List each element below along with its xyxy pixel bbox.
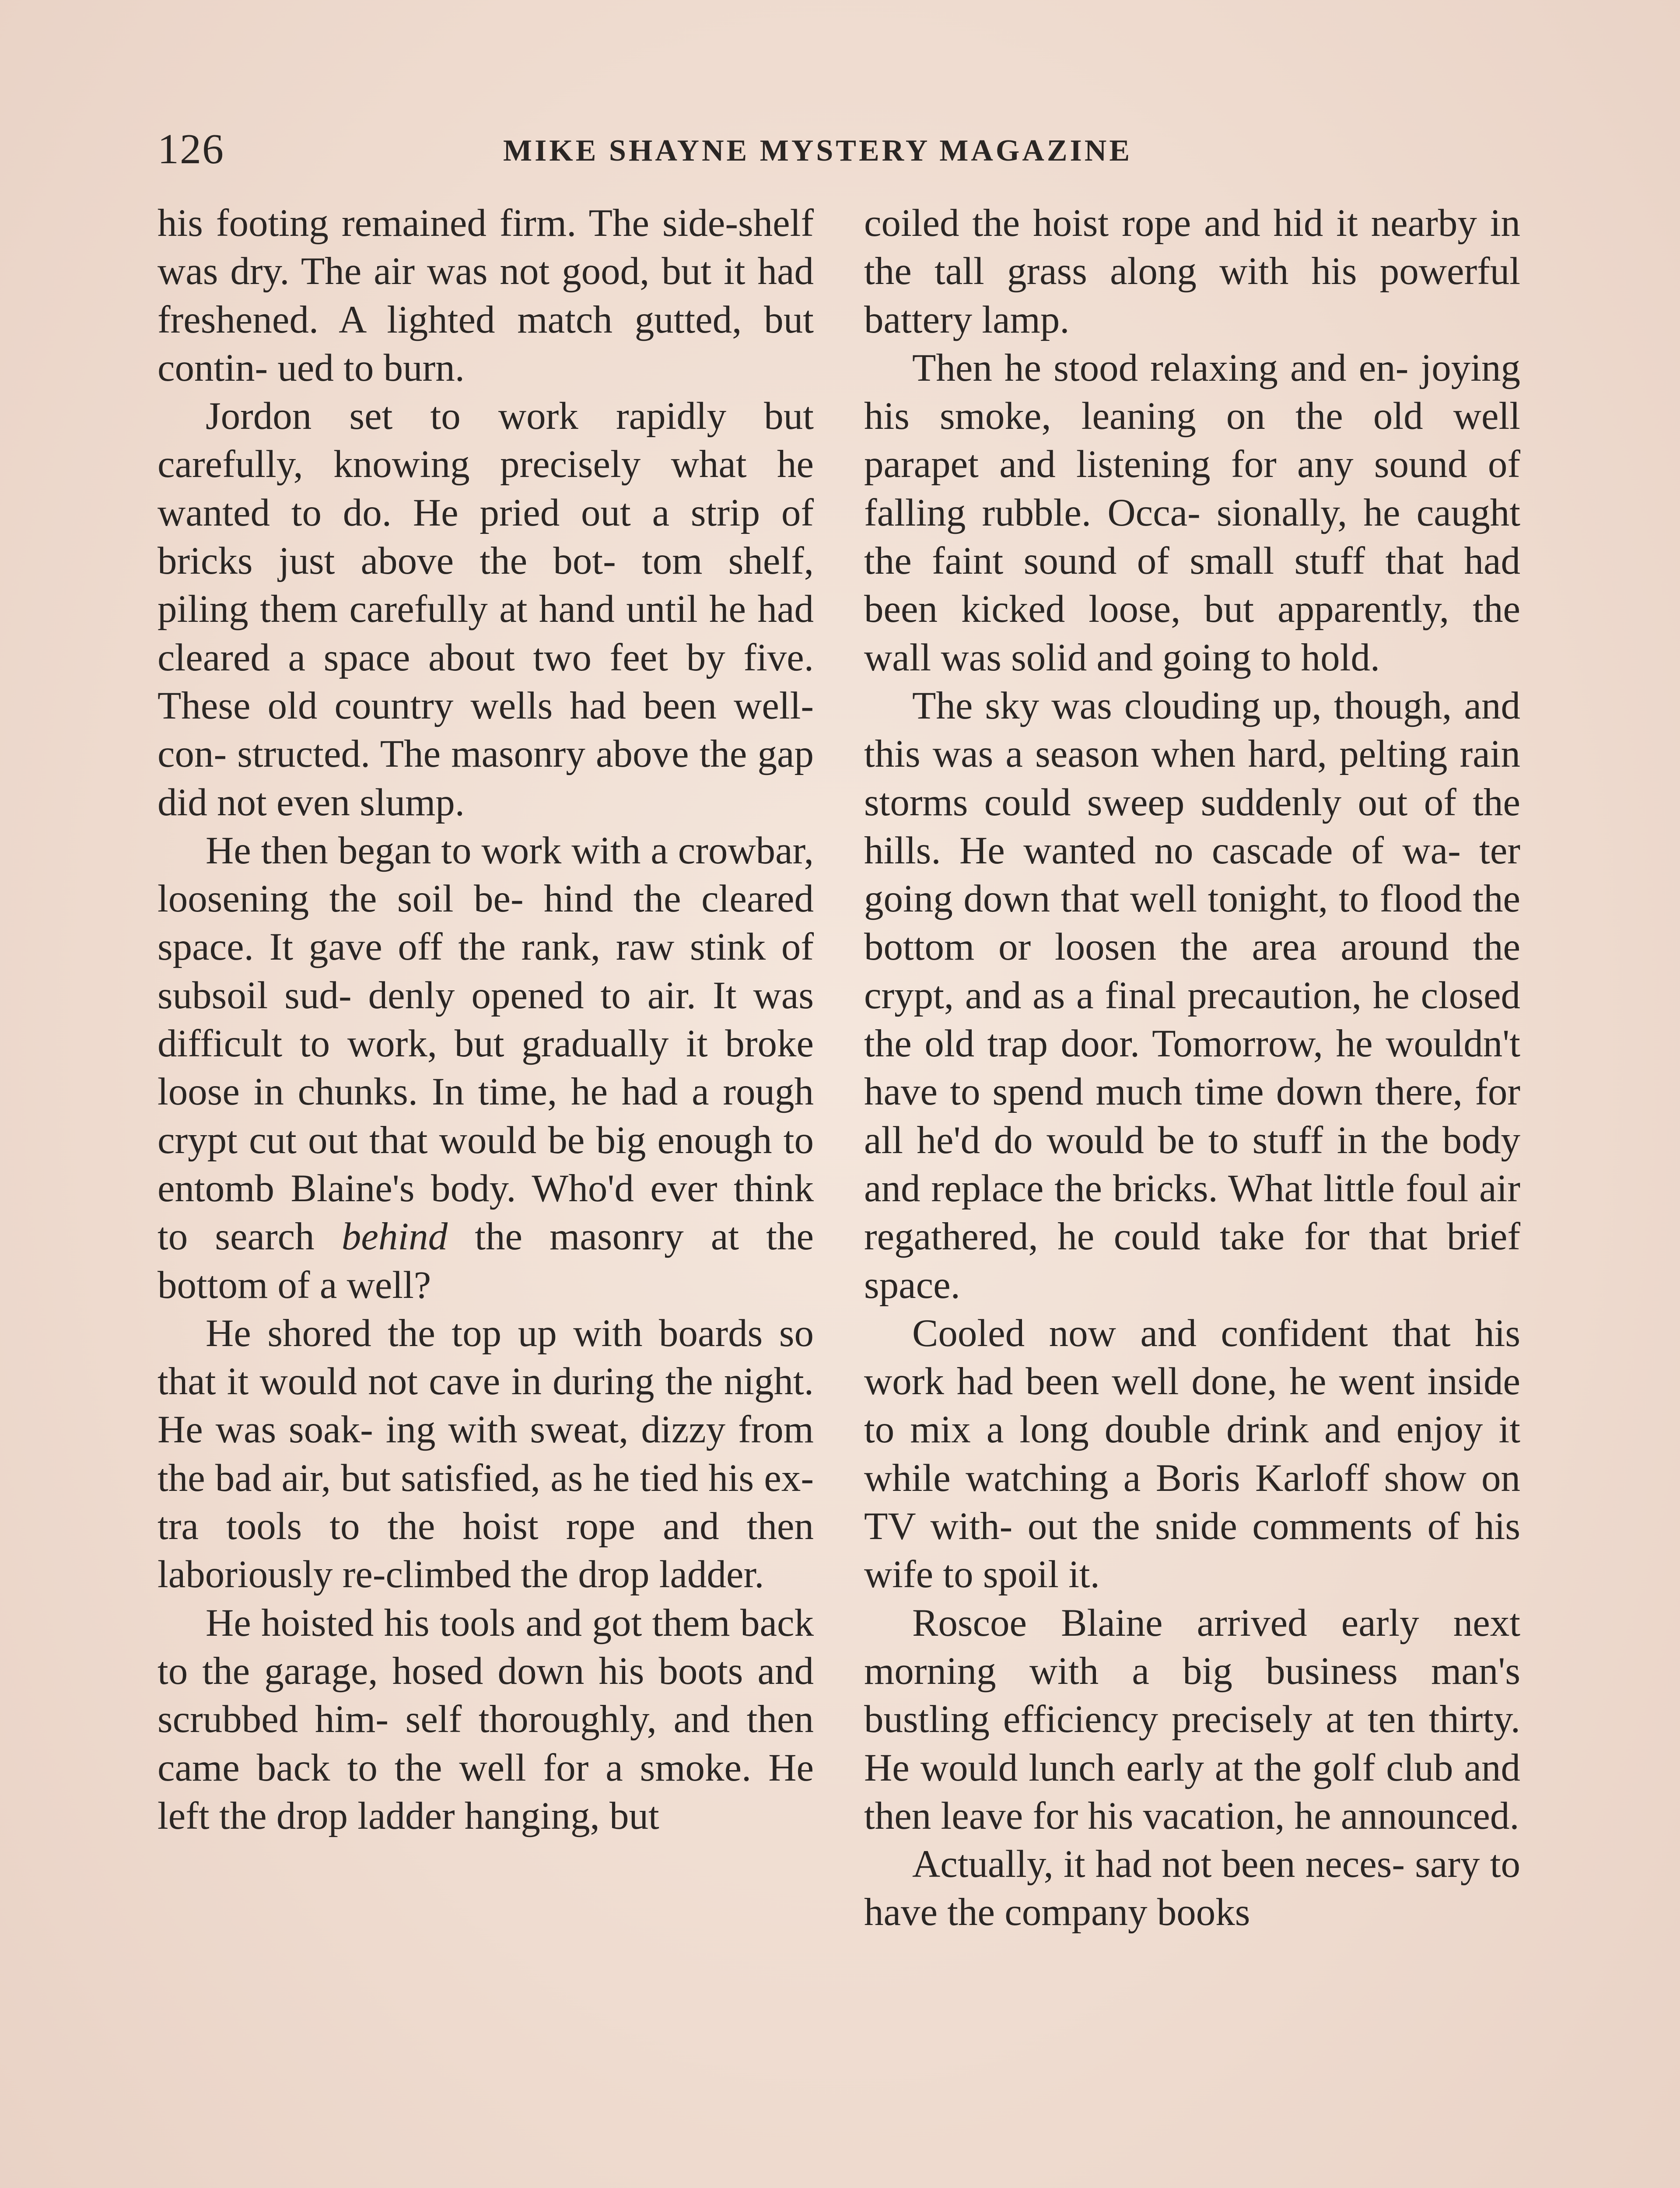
left-paragraph-1: his footing remained firm. The side-shelf was dry. The air was not good, but it had freshened. A lighted match gutted, but contin- ued to burn. <box>158 202 814 389</box>
right-paragraph-1: coiled the hoist rope and hid it nearby in the tall grass along with his powerful battery lamp. <box>864 202 1520 341</box>
italic-word: behind <box>341 1215 448 1259</box>
right-paragraph-2: Then he stood relaxing and en- joying his smoke, leaning on the old well parapet and listening for any sound of falling rubble. Occa- sionally, he caught the faint sound of small stuff that had been kicked loose, but apparently, the wall was solid and going to hold. <box>864 346 1520 679</box>
left-paragraph-2: Jordon set to work rapidly but carefully, knowing precisely what he wanted to do. He pried out a strip of bricks just above the bot- tom shelf, piling them carefully at hand until he had cleared a space about two feet by five. These old country wells had been well-con- structed. The masonry above the gap did not even slump. <box>158 395 814 824</box>
left-paragraph-3-text-a: He then began to work with a crowbar, loosening the soil be- hind the cleared space. It gave off the rank, raw stink of subsoil sud- denly opened to air. It was difficult to work, but gradually it broke loose in chunks. In time, he had a rough crypt cut out that would be big enough to entomb Blaine's body. Who'd ever think to search <box>158 829 814 1259</box>
left-paragraph-4: He shored the top up with boards so that it would not cave in during the night. He was soak- ing with sweat, dizzy from the bad air, but satisfied, as he tied his ex- tra tools to the hoist rope and then laboriously re-climbed the drop ladder. <box>158 1311 814 1596</box>
page-header <box>158 125 1522 186</box>
right-column <box>864 199 1520 1937</box>
left-paragraph-5: He hoisted his tools and got them back to the garage, hosed down his boots and scrubbed him- self thoroughly, and then came back to the well for a smoke. He left the drop ladder hanging, but <box>158 1601 814 1837</box>
page-number: 126 <box>158 126 224 173</box>
left-column <box>158 199 814 1840</box>
running-title: MIKE SHAYNE MYSTERY MAGAZINE <box>503 134 1133 168</box>
right-paragraph-3: The sky was clouding up, though, and this was a season when hard, pelting rain storms could sweep suddenly out of the hills. He wanted no cascade of wa- ter going down that well tonight, to flood the bottom or loosen the area around the crypt, and as a final precaution, he closed the old trap door. Tomorrow, he wouldn't have to spend much time down there, for all he'd do would be to stuff in the body and replace the bricks. What little foul air regathered, he could take for that brief space. <box>864 684 1520 1307</box>
left-paragraph-3-text-b: the masonry at the bottom of a well? <box>158 1215 814 1307</box>
right-paragraph-4: Cooled now and confident that his work had been well done, he went inside to mix a long double drink and enjoy it while watching a Boris Karloff show on TV with- out the snide comments of his wife to spoil it. <box>864 1311 1520 1596</box>
right-paragraph-5: Roscoe Blaine arrived early next morning with a big business man's bustling efficiency precisely at ten thirty. He would lunch early at the golf club and then leave for his vacation, he announced. <box>864 1601 1520 1837</box>
left-paragraph-3 <box>158 827 814 1309</box>
right-paragraph-6: Actually, it had not been neces- sary to have the company books <box>864 1843 1520 1934</box>
